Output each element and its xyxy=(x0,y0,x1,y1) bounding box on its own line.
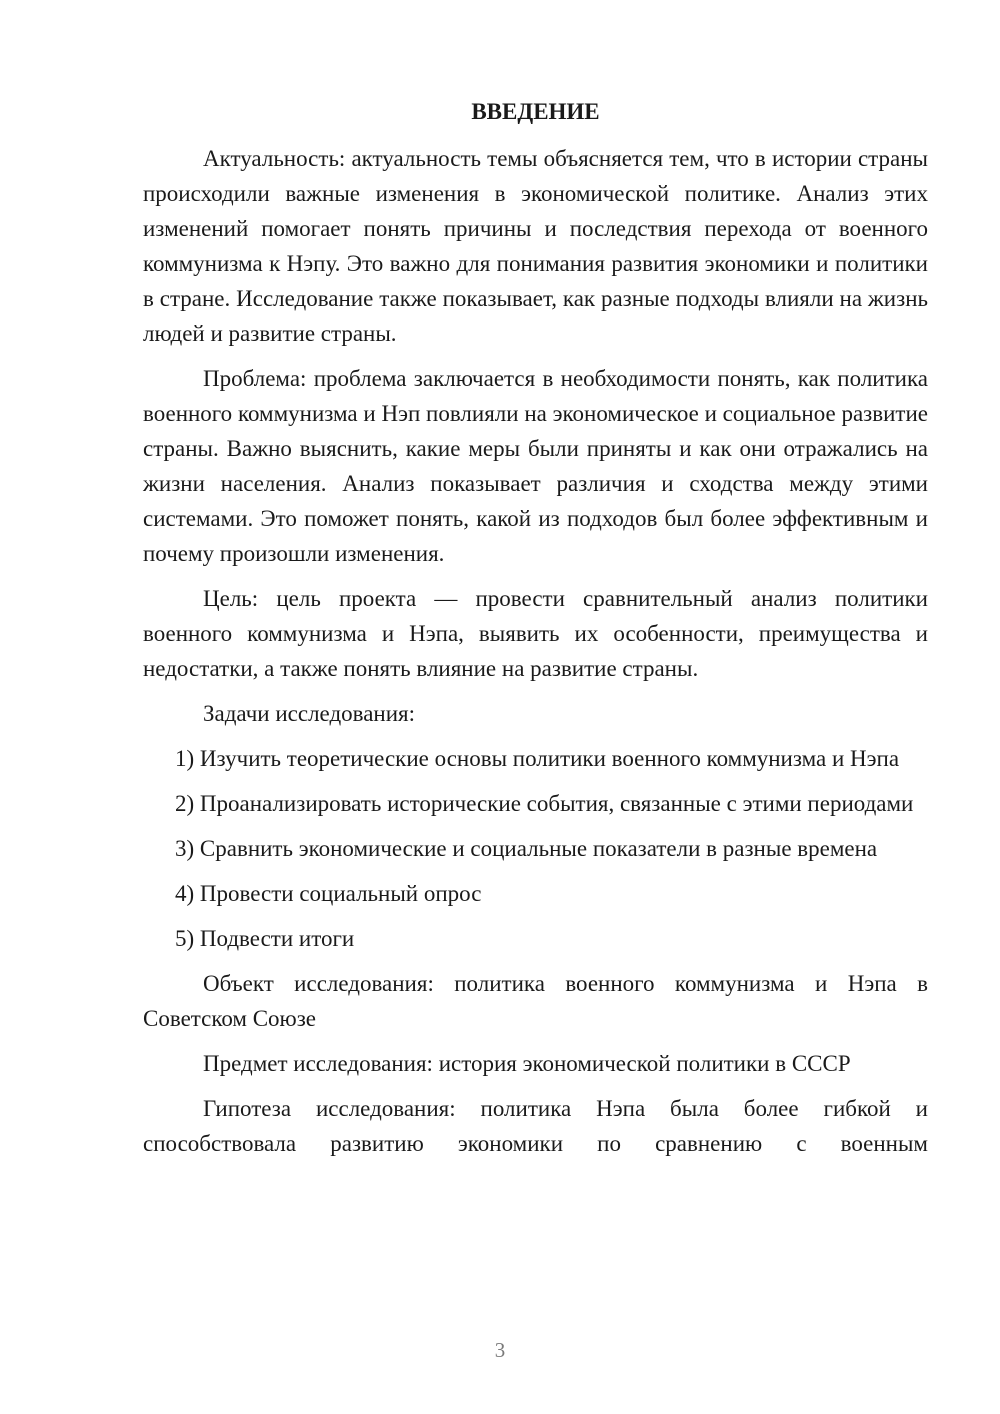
paragraph-tasks-heading: Задачи исследования: xyxy=(203,701,416,726)
paragraph-hypothesis: Гипотеза исследования: политика Нэпа была более гибкой и способствовала развитию экономики по сравнению с военным xyxy=(143,1096,928,1156)
page-number: 3 xyxy=(494,1338,506,1362)
paragraph-object: Объект исследования: политика военного коммунизма и Нэпа в Советском Союзе xyxy=(143,971,928,1031)
task-item-4: 4) Провести социальный опрос xyxy=(175,881,482,906)
document-body xyxy=(143,141,928,1171)
task-item-2: 2) Проанализировать исторические события, связанные с этими периодами xyxy=(175,791,914,816)
task-item-5: 5) Подвести итоги xyxy=(175,926,355,951)
paragraph-goal: Цель: цель проекта — провести сравнительный анализ политики военного коммунизма и Нэпа, выявить их особенности, преимущества и недостатки, а также понять влияние на развитие страны. xyxy=(143,586,928,681)
task-item-1: 1) Изучить теоретические основы политики военного коммунизма и Нэпа xyxy=(175,746,900,771)
paragraph-subject: Предмет исследования: история экономической политики в СССР xyxy=(203,1051,851,1076)
paragraph-relevance: Актуальность: актуальность темы объясняется тем, что в истории страны происходили важные изменения в экономической политике. Анализ этих изменений помогает понять причины и последствия перехода от военного коммунизма к Нэпу. Это важно для понимания развития экономики и политики в стране. Исследование также показывает, как разные подходы влияли на жизнь людей и развитие страны. xyxy=(143,146,928,346)
task-item-3: 3) Сравнить экономические и социальные показатели в разные времена xyxy=(175,836,878,861)
paragraph-problem: Проблема: проблема заключается в необходимости понять, как политика военного коммунизма и Нэп повлияли на экономическое и социальное развитие страны. Важно выяснить, какие меры были приняты и как они отражались на жизни населения. Анализ показывает различия и сходства между этими системами. Это поможет понять, какой из подходов был более эффективным и почему произошли изменения. xyxy=(143,366,928,566)
page-title: ВВЕДЕНИЕ xyxy=(471,99,600,124)
